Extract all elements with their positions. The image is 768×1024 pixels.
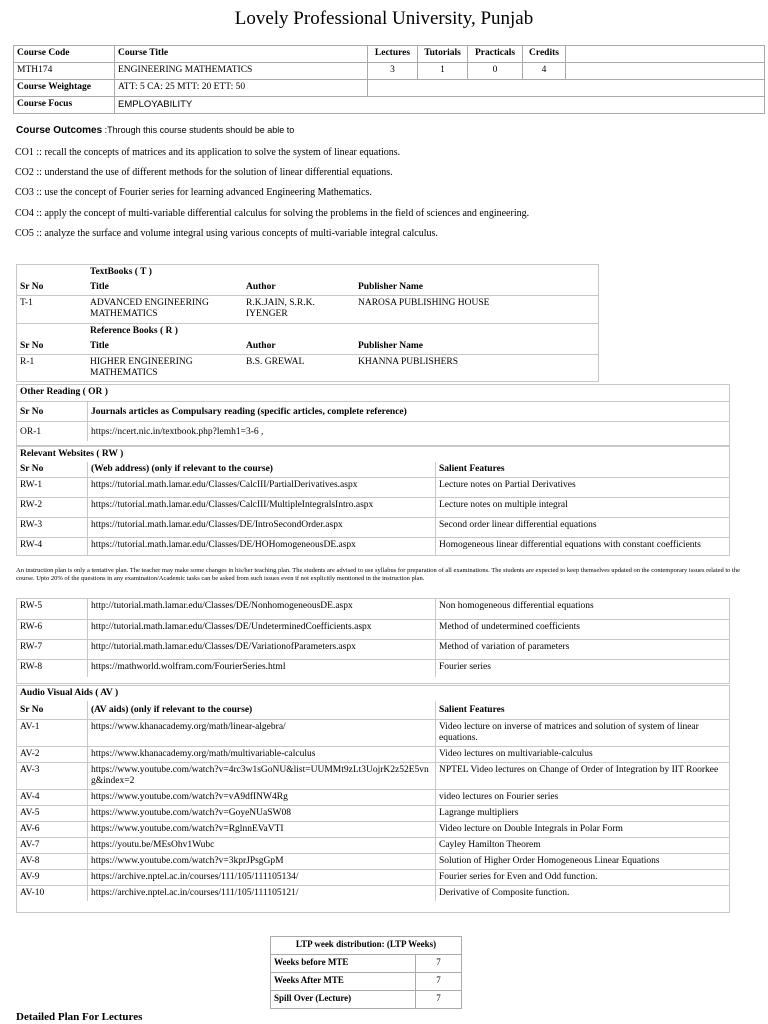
- course-outcome: CO1 :: recall the concepts of matrices and its application to solve the system of linear equations.: [15, 147, 401, 158]
- ltp-value: 7: [416, 955, 462, 973]
- label-practicals: Practicals: [468, 46, 523, 63]
- website-feature: Lecture notes on Partial Derivatives: [436, 478, 730, 498]
- website-link[interactable]: http://tutorial.math.lamar.edu/Classes/DE/VariationofParameters.aspx: [88, 639, 436, 659]
- course-credits: 4: [523, 63, 566, 80]
- col-sr-no: Sr No: [17, 280, 87, 296]
- course-outcome: CO3 :: use the concept of Fourier series for learning advanced Engineering Mathematics.: [15, 187, 372, 198]
- label-tutorials: Tutorials: [418, 46, 468, 63]
- website-link[interactable]: https://tutorial.math.lamar.edu/Classes/CalcIII/PartialDerivatives.aspx: [88, 478, 436, 498]
- website-feature: Non homogeneous differential equations: [436, 599, 730, 619]
- website-feature: Method of undetermined coefficients: [436, 619, 730, 639]
- av-feature: video lectures on Fourier series: [436, 789, 730, 805]
- ltp-label: Weeks before MTE: [271, 955, 416, 973]
- av-sr: AV-5: [17, 805, 88, 821]
- av-sr: AV-4: [17, 789, 88, 805]
- textbook-sr: T-1: [20, 298, 33, 308]
- disclaimer-text: An instruction plan is only a tentative plan. The teacher may make some changes in his/her teaching plan. The students are advised to use syllabus for preparation of all examinations. The students are expected to keep themselves updated on the contemporary issues related to the course. Upto 20% of the questions in any examination/Academic tasks can be asked from such issues even if not explicitly mentioned in the instruction plan.: [16, 567, 740, 582]
- outcomes-intro: :Through this course students should be able to: [102, 125, 295, 135]
- other-reading-section: [16, 384, 730, 446]
- website-link[interactable]: https://tutorial.math.lamar.edu/Classes/DE/IntroSecondOrder.aspx: [88, 518, 436, 538]
- website-link[interactable]: https://mathworld.wolfram.com/FourierSeries.html: [88, 659, 436, 677]
- textbook-author: R.K.JAIN, S.R.K. IYENGER: [246, 298, 315, 319]
- course-focus: EMPLOYABILITY: [115, 97, 765, 114]
- website-sr: RW-6: [17, 619, 88, 639]
- reference-publisher: KHANNA PUBLISHERS: [358, 357, 459, 367]
- website-link[interactable]: http://tutorial.math.lamar.edu/Classes/DE/NonhomogeneousDE.aspx: [88, 599, 436, 619]
- av-feature: Cayley Hamilton Theorem: [436, 837, 730, 853]
- website-sr: RW-5: [17, 599, 88, 619]
- other-reading-sr: OR-1: [17, 421, 88, 441]
- label-course-code: Course Code: [14, 46, 115, 63]
- website-sr: RW-1: [17, 478, 88, 498]
- website-sr: RW-8: [17, 659, 88, 677]
- websites-continued-section: [16, 598, 730, 684]
- col-salient-features: Salient Features: [436, 462, 730, 478]
- av-sr: AV-9: [17, 869, 88, 885]
- ltp-value: 7: [416, 973, 462, 991]
- textbook-publisher: NAROSA PUBLISHING HOUSE: [358, 298, 490, 308]
- course-weightage: ATT: 5 CA: 25 MTT: 20 ETT: 50: [115, 80, 368, 97]
- av-link[interactable]: https://www.youtube.com/watch?v=RglnnEVaVTI: [88, 821, 436, 837]
- av-link[interactable]: https://www.youtube.com/watch?v=vA9dfINW4Rg: [88, 789, 436, 805]
- website-link[interactable]: https://tutorial.math.lamar.edu/Classes/DE/HOHomogeneousDE.aspx: [88, 538, 436, 556]
- course-outcomes-heading: [16, 125, 294, 136]
- course-lectures: 3: [368, 63, 418, 80]
- av-sr: AV-7: [17, 837, 88, 853]
- col-publisher: Publisher Name: [355, 280, 598, 296]
- av-aids-section: [16, 685, 730, 913]
- col-author: Author: [243, 280, 355, 296]
- av-sr: AV-8: [17, 853, 88, 869]
- col-sr-no: Sr No: [17, 462, 88, 478]
- ltp-value: 7: [416, 991, 462, 1009]
- col-title: Title: [87, 280, 243, 296]
- av-sr: AV-3: [17, 762, 88, 789]
- col-publisher: Publisher Name: [355, 339, 598, 355]
- reference-title: HIGHER ENGINEERING MATHEMATICS: [90, 357, 193, 378]
- website-feature: Lecture notes on multiple integral: [436, 498, 730, 518]
- col-sr-no: Sr No: [17, 401, 88, 421]
- textbooks-section: [16, 264, 599, 324]
- av-feature: Solution of Higher Order Homogeneous Linear Equations: [436, 853, 730, 869]
- label-credits: Credits: [523, 46, 566, 63]
- av-link[interactable]: https://www.youtube.com/watch?v=GoyeNUaSW08: [88, 805, 436, 821]
- av-link[interactable]: https://youtu.be/MEsOhv1Wubc: [88, 837, 436, 853]
- course-blank-cell: [566, 63, 765, 80]
- textbook-title: ADVANCED ENGINEERING MATHEMATICS: [90, 298, 209, 319]
- outcomes-title: Course Outcomes: [16, 125, 103, 136]
- col-title: Title: [87, 339, 243, 355]
- col-web-address: (Web address) (only if relevant to the course): [88, 462, 436, 478]
- page-title: Lovely Professional University, Punjab: [234, 8, 534, 29]
- website-feature: Second order linear differential equations: [436, 518, 730, 538]
- av-link[interactable]: https://archive.nptel.ac.in/courses/111/105/111105134/: [88, 869, 436, 885]
- course-tutorials: 1: [418, 63, 468, 80]
- label-lectures: Lectures: [368, 46, 418, 63]
- av-link[interactable]: https://archive.nptel.ac.in/courses/111/105/111105121/: [88, 885, 436, 901]
- ltp-heading: LTP week distribution: (LTP Weeks): [271, 937, 462, 955]
- website-sr: RW-7: [17, 639, 88, 659]
- other-reading-link[interactable]: https://ncert.nic.in/textbook.php?lemh1=3-6 ,: [91, 426, 264, 437]
- av-sr: AV-1: [17, 719, 88, 746]
- av-link[interactable]: https://www.khanacademy.org/math/multivariable-calculus: [88, 746, 436, 762]
- reference-author: B.S. GREWAL: [246, 357, 305, 367]
- ltp-label: Weeks After MTE: [271, 973, 416, 991]
- label-course-weightage: Course Weightage: [14, 80, 115, 97]
- websites-heading: Relevant Websites ( RW ): [20, 449, 124, 459]
- course-practicals: 0: [468, 63, 523, 80]
- label-course-focus: Course Focus: [14, 97, 115, 114]
- col-author: Author: [243, 339, 355, 355]
- reference-sr: R-1: [20, 357, 35, 367]
- av-sr: AV-6: [17, 821, 88, 837]
- website-feature: Method of variation of parameters: [436, 639, 730, 659]
- reference-books-heading: Reference Books ( R ): [90, 326, 178, 336]
- av-feature: Derivative of Composite function.: [439, 887, 570, 898]
- av-feature: Video lectures on multivariable-calculus: [436, 746, 730, 762]
- website-feature: Fourier series: [439, 661, 491, 672]
- ltp-label: Spill Over (Lecture): [271, 991, 416, 1009]
- website-link[interactable]: https://tutorial.math.lamar.edu/Classes/CalcIII/MultipleIntegralsIntro.aspx: [88, 498, 436, 518]
- course-outcome: CO5 :: analyze the surface and volume integral using various concepts of multi-variable integral calculus.: [15, 228, 438, 239]
- course-info-table: [13, 45, 765, 114]
- course-blank-cell: [566, 46, 765, 63]
- av-feature: Video lecture on inverse of matrices and solution of system of linear equations.: [436, 719, 730, 746]
- col-sr-no: Sr No: [17, 339, 87, 355]
- ltp-distribution-table: [270, 936, 462, 1009]
- av-link[interactable]: https://www.youtube.com/watch?v=3kprJPsgGpM: [88, 853, 436, 869]
- websites-section: [16, 446, 730, 556]
- av-feature: Video lecture on Double Integrals in Polar Form: [436, 821, 730, 837]
- av-aids-heading: Audio Visual Aids ( AV ): [20, 688, 119, 698]
- weightage-blank: [368, 80, 765, 97]
- course-code: MTH174: [14, 63, 115, 80]
- course-outcome: CO2 :: understand the use of different methods for the solution of linear differential equations.: [15, 167, 393, 178]
- label-course-title: Course Title: [115, 46, 368, 63]
- av-feature: Lagrange multipliers: [436, 805, 730, 821]
- course-outcome: CO4 :: apply the concept of multi-variable differential calculus for solving the problems in the field of sciences and engineering.: [15, 208, 530, 219]
- av-link[interactable]: https://www.youtube.com/watch?v=4rc3w1sGoNU&list=UUMMt9zLt3UojrK2z52E5vng&index=2: [88, 762, 436, 789]
- col-salient-features: Salient Features: [436, 701, 730, 719]
- reference-books-section: [16, 323, 599, 382]
- website-feature: Homogeneous linear differential equations with constant coefficients: [439, 540, 701, 550]
- website-sr: RW-3: [17, 518, 88, 538]
- av-sr: AV-10: [17, 885, 88, 901]
- website-link[interactable]: http://tutorial.math.lamar.edu/Classes/DE/UndeterminedCoefficients.aspx: [88, 619, 436, 639]
- website-sr: RW-2: [17, 498, 88, 518]
- textbooks-heading: TextBooks ( T ): [90, 267, 152, 277]
- av-feature: Fourier series for Even and Odd function.: [436, 869, 730, 885]
- av-link[interactable]: https://www.khanacademy.org/math/linear-algebra/: [88, 719, 436, 746]
- other-reading-heading: Other Reading ( OR ): [17, 385, 729, 401]
- col-av-aids: (AV aids) (only if relevant to the course): [88, 701, 436, 719]
- col-sr-no: Sr No: [17, 701, 88, 719]
- col-journals: Journals articles as Compulsary reading (specific articles, complete reference): [88, 401, 730, 421]
- detailed-plan-heading: Detailed Plan For Lectures: [16, 1011, 143, 1023]
- av-feature: NPTEL Video lectures on Change of Order of Integration by IIT Roorkee: [436, 762, 730, 789]
- course-title: ENGINEERING MATHEMATICS: [115, 63, 368, 80]
- av-sr: AV-2: [17, 746, 88, 762]
- website-sr: RW-4: [17, 538, 88, 556]
